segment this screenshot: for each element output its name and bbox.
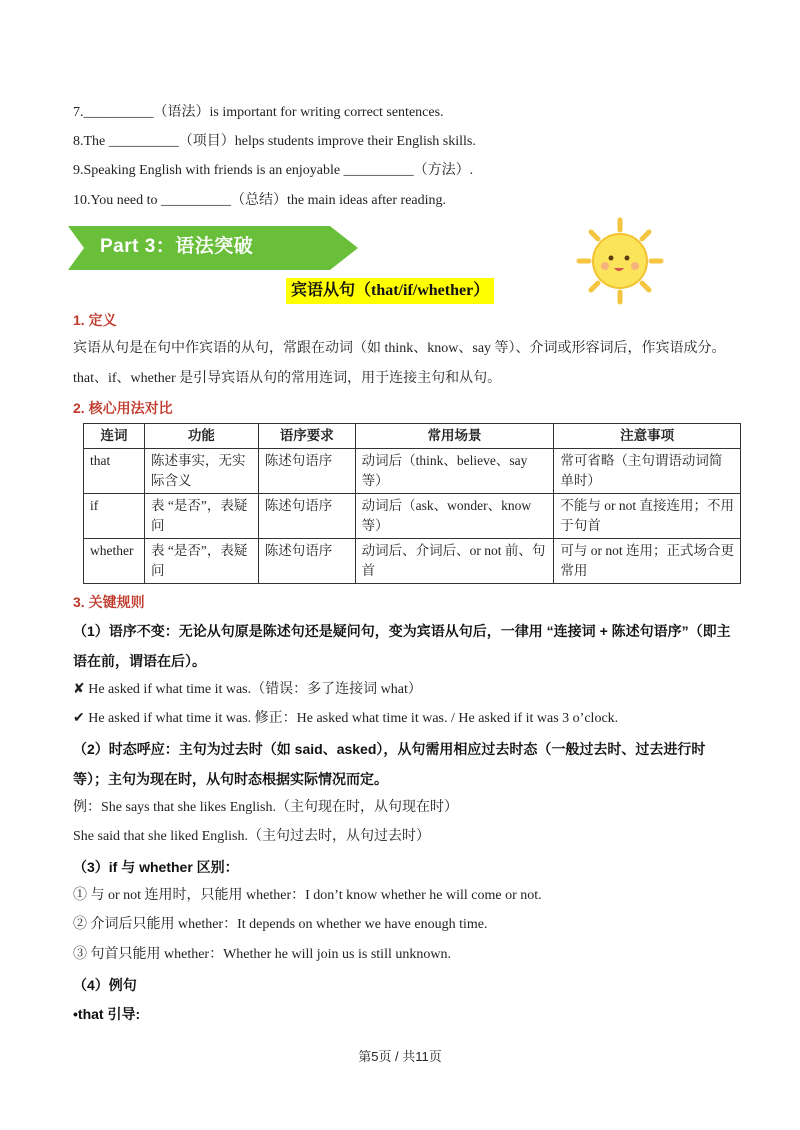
rule-examples: （4）例句 (73, 977, 137, 993)
banner-label: Part 3：语法突破 (100, 236, 254, 257)
sun-illustration-icon (575, 216, 665, 306)
comparison-table (83, 423, 741, 584)
exercise-7: 7.__________（语法）is important for writing correct sentences. (73, 105, 444, 120)
definition-text: 宾语从句是在句中作宾语的从句，常跟在动词（如 think、know、say 等）、介词或形容词后，作宾语成分。that、if、whether 是引导宾语从句的常用连词，用于连接主句和从句。 (73, 341, 726, 386)
page-number: 第5页 / 共11页 (358, 1049, 442, 1064)
section-title: 宾语从句（that/if/whether） (286, 278, 494, 304)
table-header-row (84, 424, 741, 449)
table-cell: 动词后、介词后、or not 前、句首 (355, 539, 554, 584)
col-header: 语序要求 (258, 424, 355, 449)
table-cell: 陈述句语序 (258, 539, 355, 584)
difference-3: ③ 句首只能用 whether：Whether he will join us is still unknown. (73, 947, 451, 962)
comparison-heading: 2. 核心用法对比 (73, 400, 173, 416)
table-row (84, 539, 741, 584)
that-lead-heading: •that 引导: (73, 1006, 141, 1022)
col-header: 常用场景 (355, 424, 554, 449)
rule-tense: （2）时态呼应：主句为过去时（如 said、asked），从句需用相应过去时态（一般过去时、过去进行时等）；主句为现在时，从句时态根据实际情况而定。 (73, 741, 706, 787)
table-cell: whether (84, 539, 145, 584)
table-cell: 不能与 or not 直接连用；不用于句首 (554, 494, 741, 539)
table-cell: 表 “是否”，表疑问 (144, 539, 258, 584)
table-cell: 陈述事实，无实际含义 (144, 449, 258, 494)
table-row (84, 449, 741, 494)
exercise-10: 10.You need to __________（总结）the main ideas after reading. (73, 193, 447, 208)
table-row (84, 494, 741, 539)
table-cell: 陈述句语序 (258, 494, 355, 539)
table-cell: that (84, 449, 145, 494)
exercise-9: 9.Speaking English with friends is an enjoyable __________（方法）. (73, 163, 474, 178)
col-header: 注意事项 (554, 424, 741, 449)
difference-1: ① 与 or not 连用时，只能用 whether：I don’t know whether he will come or not. (73, 888, 542, 903)
definition-heading: 1. 定义 (73, 312, 117, 328)
table-cell: 常可省略（主句谓语动词简单时） (554, 449, 741, 494)
tense-example-1: 例：She says that she likes English.（主句现在时，从句现在时） (73, 800, 458, 815)
difference-2: ② 介词后只能用 whether：It depends on whether we have enough time. (73, 917, 488, 932)
table-cell: 可与 or not 连用；正式场合更常用 (554, 539, 741, 584)
example-correct: ✔ He asked if what time it was. 修正：He asked what time it was. / He asked if it was 3 o’clock. (73, 711, 619, 726)
rule-if-whether: （3）if 与 whether 区别： (73, 859, 239, 875)
exercise-8: 8.The __________（项目）helps students improve their English skills. (73, 134, 476, 149)
example-wrong: ✘ He asked if what time it was.（错误：多了连接词 what） (73, 682, 422, 697)
rule-word-order: （1）语序不变：无论从句原是陈述句还是疑问句，变为宾语从句后，一律用 “连接词 + 陈述句语序”（即主语在前，谓语在后）。 (73, 623, 731, 669)
col-header: 功能 (144, 424, 258, 449)
table-cell: if (84, 494, 145, 539)
rules-heading: 3. 关键规则 (73, 594, 145, 610)
table-cell: 动词后（ask、wonder、know 等） (355, 494, 554, 539)
col-header: 连词 (84, 424, 145, 449)
table-cell: 陈述句语序 (258, 449, 355, 494)
table-cell: 表 “是否”，表疑问 (144, 494, 258, 539)
tense-example-2: She said that she liked English.（主句过去时，从句过去时） (73, 829, 430, 844)
table-cell: 动词后（think、believe、say 等） (355, 449, 554, 494)
